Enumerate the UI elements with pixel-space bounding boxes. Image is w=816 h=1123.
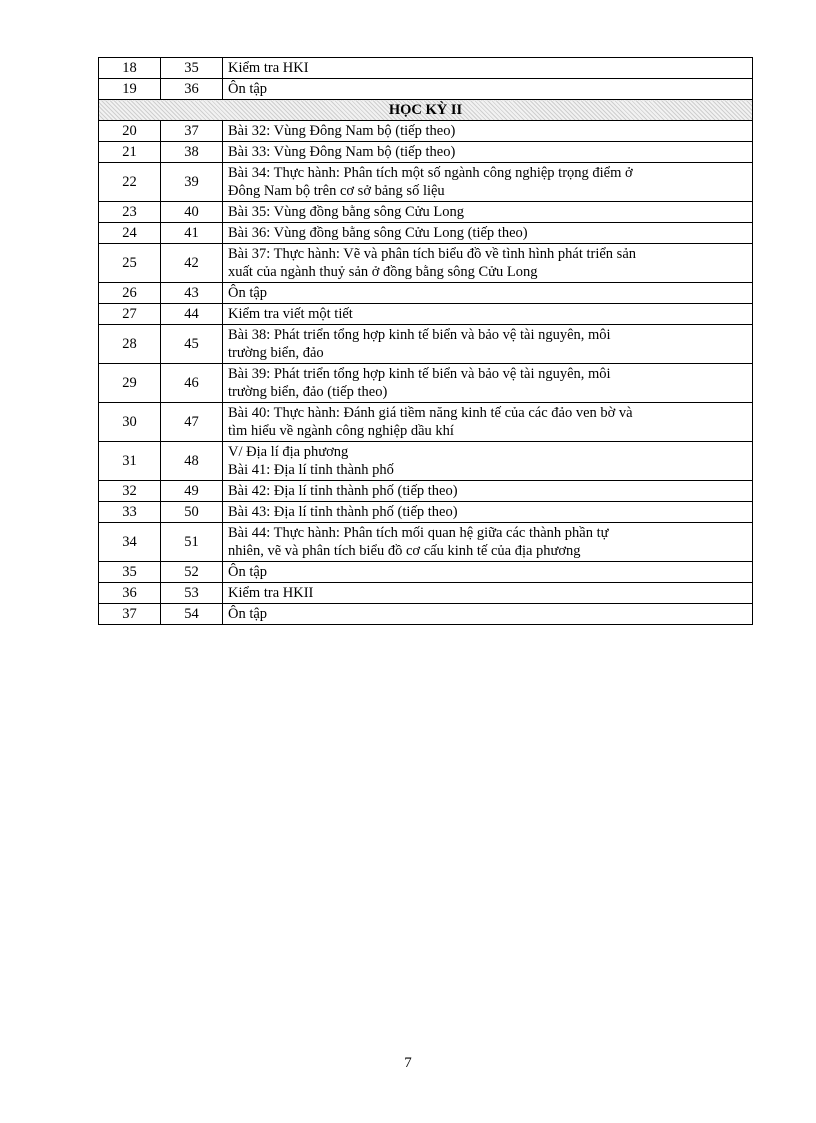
lesson-content-cell xyxy=(223,502,753,523)
week-cell: 26 xyxy=(99,283,161,304)
lesson-content-cell xyxy=(223,442,753,481)
lesson-content-line: nhiên, vẽ và phân tích biểu đồ cơ cấu kinh tế của địa phương xyxy=(228,543,581,559)
lesson-content-cell xyxy=(223,523,753,562)
period-cell: 47 xyxy=(161,403,223,442)
period-cell: 41 xyxy=(161,223,223,244)
table-row xyxy=(99,304,753,325)
table-row xyxy=(99,121,753,142)
week-cell: 37 xyxy=(99,604,161,625)
lesson-content-line: Ôn tập xyxy=(228,606,268,622)
lesson-content-cell xyxy=(223,142,753,163)
period-cell: 36 xyxy=(161,79,223,100)
table-row xyxy=(99,562,753,583)
period-cell: 44 xyxy=(161,304,223,325)
table-row xyxy=(99,403,753,442)
period-cell: 45 xyxy=(161,325,223,364)
week-cell: 20 xyxy=(99,121,161,142)
week-cell: 23 xyxy=(99,202,161,223)
lesson-content-cell xyxy=(223,58,753,79)
table-row xyxy=(99,364,753,403)
lesson-content-line: Bài 39: Phát triển tổng hợp kinh tế biển và bảo vệ tài nguyên, môi xyxy=(228,366,611,382)
lesson-content-cell xyxy=(223,325,753,364)
period-cell: 38 xyxy=(161,142,223,163)
lesson-content-cell xyxy=(223,604,753,625)
lesson-content-line: trường biển, đảo xyxy=(228,345,324,361)
lesson-content-line: Bài 38: Phát triển tổng hợp kinh tế biển và bảo vệ tài nguyên, môi xyxy=(228,327,611,343)
lesson-content-cell xyxy=(223,283,753,304)
syllabus-table xyxy=(98,57,753,625)
lesson-content-line: trường biển, đảo (tiếp theo) xyxy=(228,384,388,400)
table-row xyxy=(99,604,753,625)
lesson-content-line: V/ Địa lí địa phương xyxy=(228,444,349,460)
table-row xyxy=(99,442,753,481)
lesson-content-line: Bài 40: Thực hành: Đánh giá tiềm năng kinh tế của các đảo ven bờ và xyxy=(228,405,633,421)
period-cell: 50 xyxy=(161,502,223,523)
lesson-content-line: Bài 43: Địa lí tỉnh thành phố (tiếp theo) xyxy=(228,504,458,520)
week-cell: 18 xyxy=(99,58,161,79)
week-cell: 24 xyxy=(99,223,161,244)
lesson-content-line: Ôn tập xyxy=(228,285,268,301)
table-row xyxy=(99,202,753,223)
period-cell: 51 xyxy=(161,523,223,562)
period-cell: 48 xyxy=(161,442,223,481)
table-row xyxy=(99,502,753,523)
table-row xyxy=(99,523,753,562)
table-row xyxy=(99,163,753,202)
semester-heading-row xyxy=(99,100,753,121)
lesson-content-line: Bài 33: Vùng Đông Nam bộ (tiếp theo) xyxy=(228,144,456,160)
table-row xyxy=(99,79,753,100)
lesson-content-line: Bài 42: Địa lí tỉnh thành phố (tiếp theo) xyxy=(228,483,458,499)
lesson-content-cell xyxy=(223,583,753,604)
week-cell: 19 xyxy=(99,79,161,100)
period-cell: 52 xyxy=(161,562,223,583)
lesson-content-cell xyxy=(223,364,753,403)
week-cell: 28 xyxy=(99,325,161,364)
period-cell: 42 xyxy=(161,244,223,283)
lesson-content-line: Ôn tập xyxy=(228,81,268,97)
table-row xyxy=(99,142,753,163)
lesson-content-line: Bài 44: Thực hành: Phân tích mối quan hệ giữa các thành phần tự xyxy=(228,525,609,541)
table-row xyxy=(99,325,753,364)
lesson-content-line: Bài 35: Vùng đồng bằng sông Cửu Long xyxy=(228,204,464,220)
lesson-content-line: tìm hiểu về ngành công nghiệp dầu khí xyxy=(228,423,454,439)
period-cell: 40 xyxy=(161,202,223,223)
period-cell: 37 xyxy=(161,121,223,142)
week-cell: 34 xyxy=(99,523,161,562)
lesson-content-line: xuất của ngành thuỷ sản ở đồng bằng sông Cửu Long xyxy=(228,264,538,280)
lesson-content-line: Bài 37: Thực hành: Vẽ và phân tích biểu đồ về tình hình phát triển sản xyxy=(228,246,637,262)
table-row xyxy=(99,283,753,304)
table-row xyxy=(99,583,753,604)
lesson-content-cell xyxy=(223,304,753,325)
lesson-content-line: Kiểm tra viết một tiết xyxy=(228,306,353,322)
lesson-content-cell xyxy=(223,481,753,502)
table-row xyxy=(99,223,753,244)
week-cell: 22 xyxy=(99,163,161,202)
week-cell: 25 xyxy=(99,244,161,283)
semester-heading: HỌC KỲ II xyxy=(99,100,753,121)
page-number: 7 xyxy=(404,1055,412,1071)
lesson-content-line: Bài 36: Vùng đồng bằng sông Cửu Long (tiếp theo) xyxy=(228,225,528,241)
lesson-content-line: Bài 41: Địa lí tỉnh thành phố xyxy=(228,462,394,478)
period-cell: 46 xyxy=(161,364,223,403)
week-cell: 36 xyxy=(99,583,161,604)
lesson-content-cell xyxy=(223,223,753,244)
lesson-content-cell xyxy=(223,163,753,202)
week-cell: 30 xyxy=(99,403,161,442)
week-cell: 27 xyxy=(99,304,161,325)
lesson-content-line: Đông Nam bộ trên cơ sở bảng số liệu xyxy=(228,183,445,199)
lesson-content-cell xyxy=(223,79,753,100)
lesson-content-line: Bài 34: Thực hành: Phân tích một số ngành công nghiệp trọng điểm ở xyxy=(228,165,633,181)
week-cell: 29 xyxy=(99,364,161,403)
lesson-content-cell xyxy=(223,562,753,583)
lesson-content-line: Bài 32: Vùng Đông Nam bộ (tiếp theo) xyxy=(228,123,456,139)
week-cell: 21 xyxy=(99,142,161,163)
table-row xyxy=(99,481,753,502)
week-cell: 31 xyxy=(99,442,161,481)
lesson-content-line: Kiểm tra HKI xyxy=(228,60,309,76)
lesson-content-line: Ôn tập xyxy=(228,564,268,580)
period-cell: 53 xyxy=(161,583,223,604)
table-row xyxy=(99,244,753,283)
period-cell: 39 xyxy=(161,163,223,202)
lesson-content-cell xyxy=(223,244,753,283)
lesson-content-cell xyxy=(223,202,753,223)
period-cell: 49 xyxy=(161,481,223,502)
week-cell: 32 xyxy=(99,481,161,502)
lesson-content-cell xyxy=(223,121,753,142)
week-cell: 33 xyxy=(99,502,161,523)
period-cell: 43 xyxy=(161,283,223,304)
table-row xyxy=(99,58,753,79)
syllabus-table-body xyxy=(99,58,753,625)
lesson-content-cell xyxy=(223,403,753,442)
period-cell: 54 xyxy=(161,604,223,625)
lesson-content-line: Kiểm tra HKII xyxy=(228,585,314,601)
period-cell: 35 xyxy=(161,58,223,79)
week-cell: 35 xyxy=(99,562,161,583)
